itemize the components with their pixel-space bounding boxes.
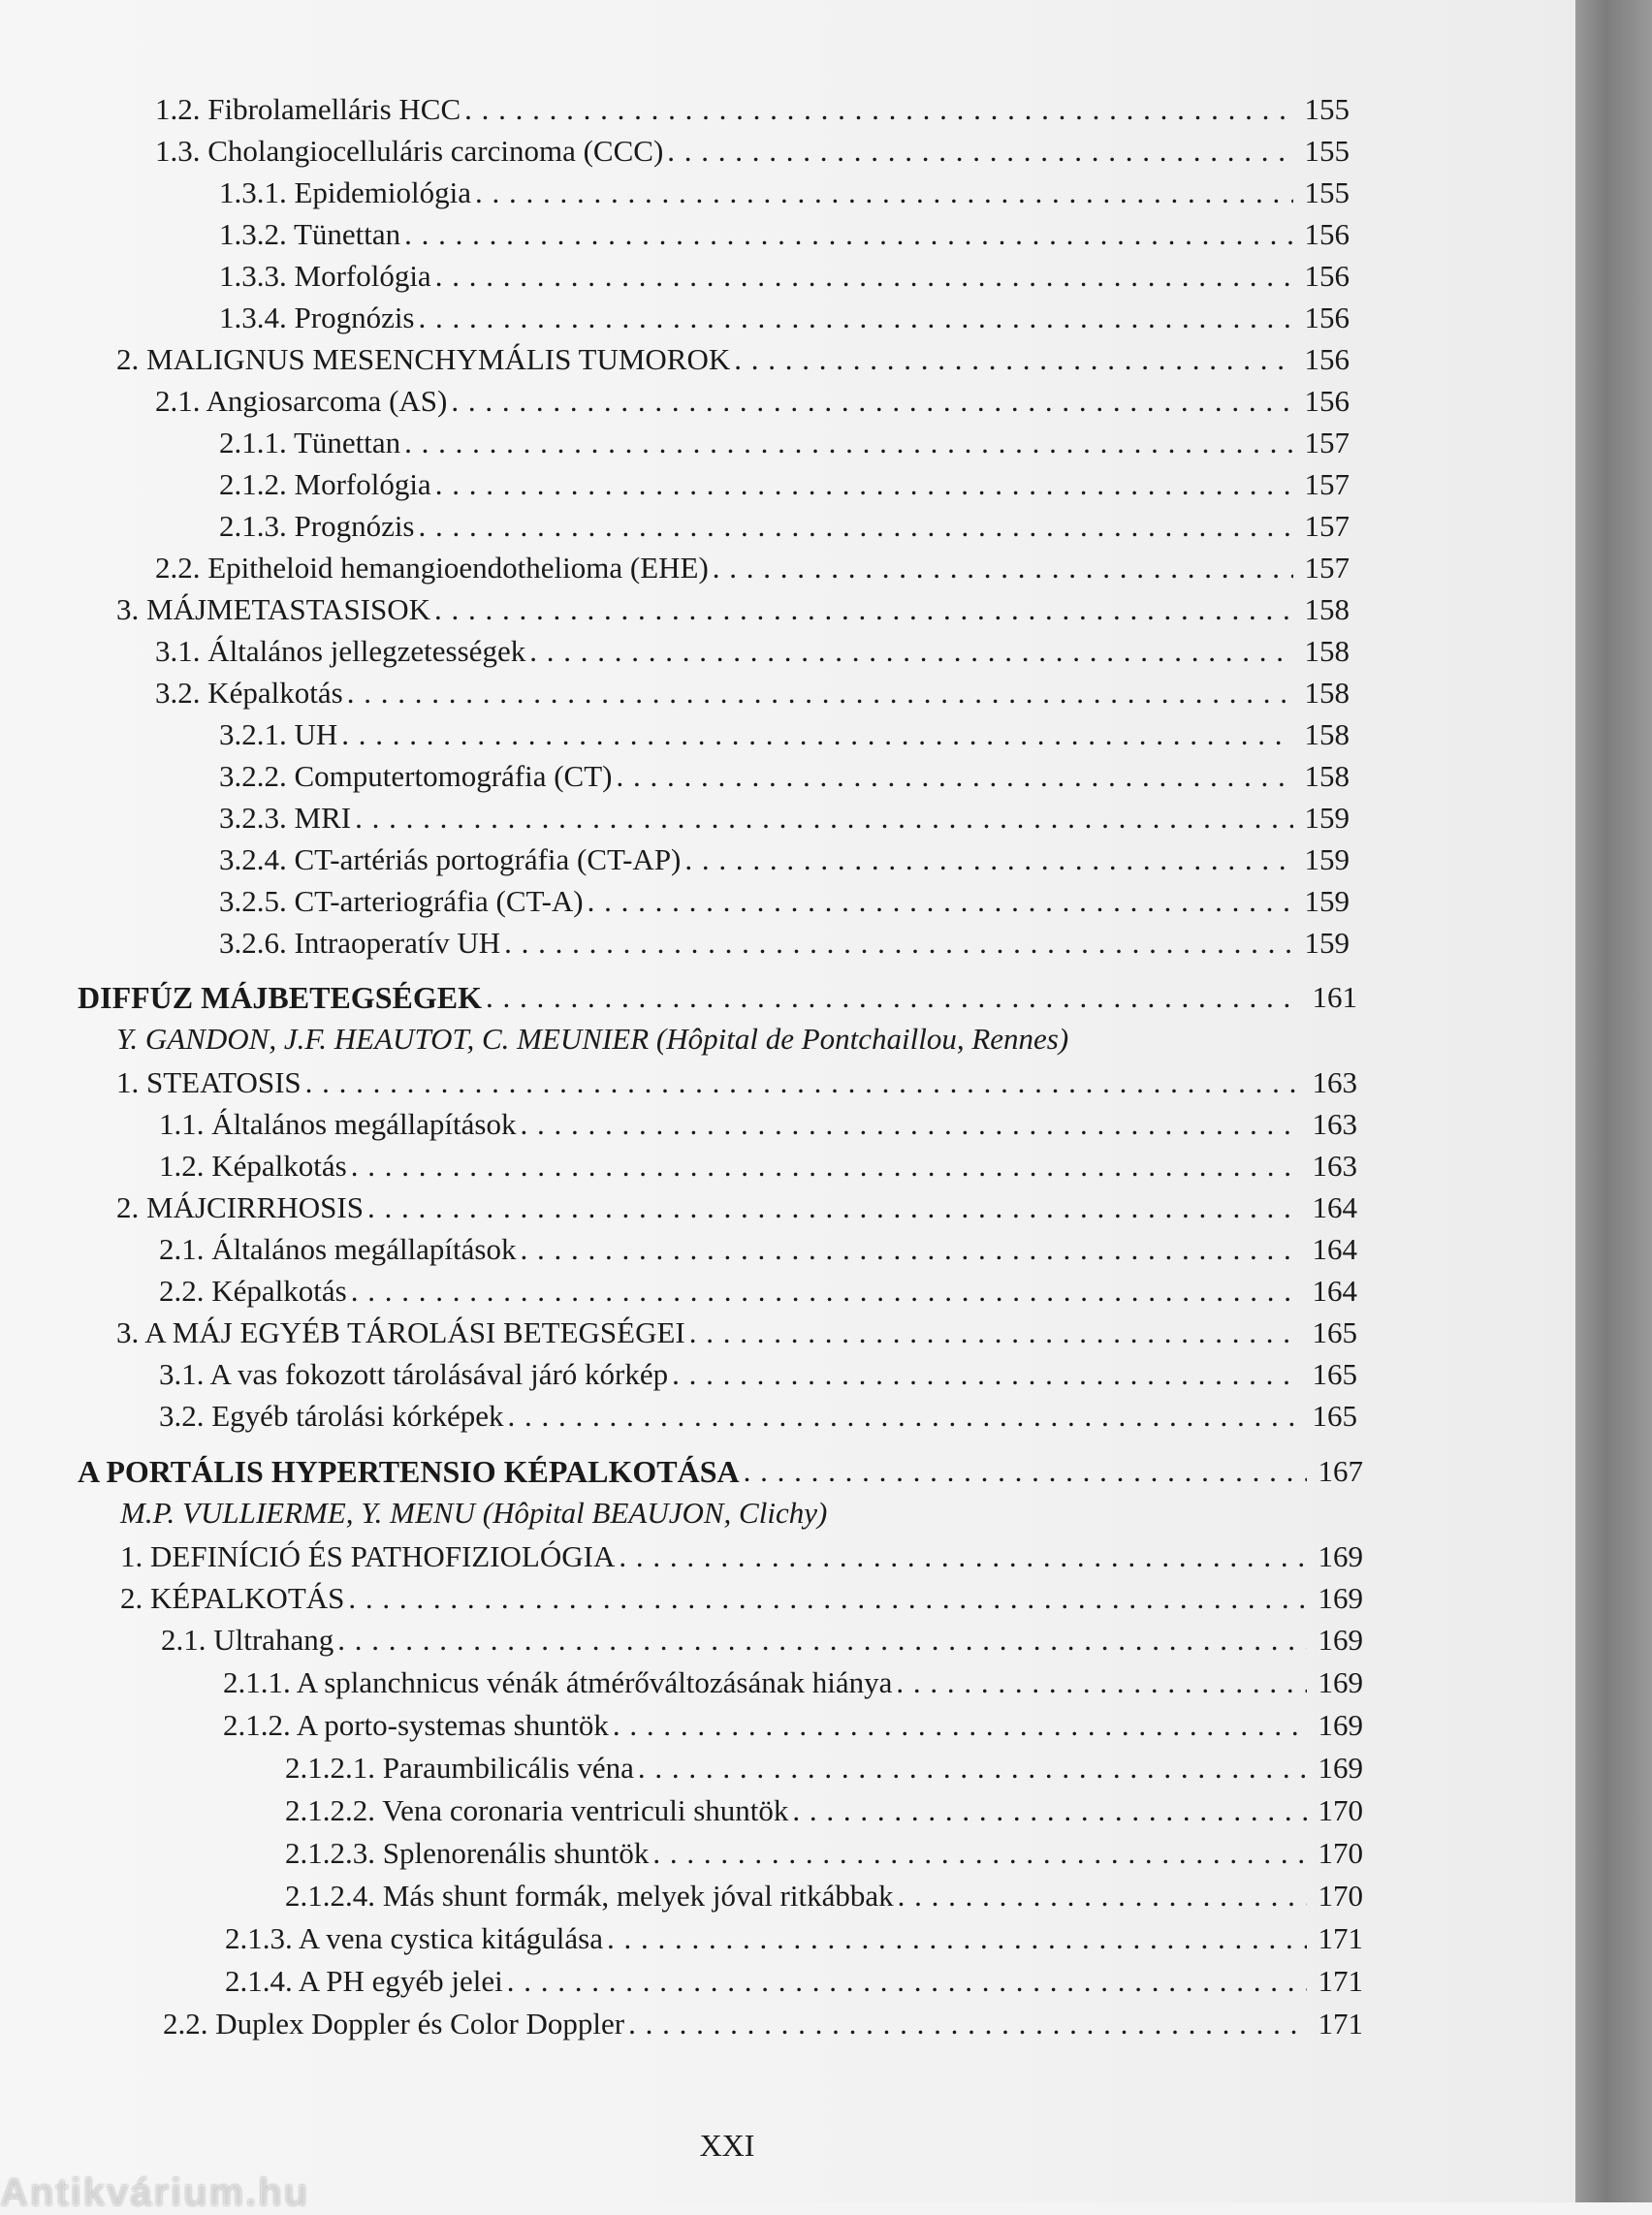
toc-entry-label: 3.2.4. CT-artériás portográfia (CT-AP) [219,842,682,876]
toc-entry-page: 156 [1304,217,1350,251]
toc-entry [225,1961,1363,2002]
leader-dots [507,1961,1307,2002]
leader-dots [588,881,1293,922]
toc-entry-page: 156 [1304,259,1350,293]
toc-entry [219,881,1350,922]
toc-entry-label: 1.1. Általános megállapítások [159,1107,517,1141]
toc-entry-label: 3.2. Egyéb tárolási kórképek [159,1399,504,1433]
leader-dots [355,798,1293,839]
toc-entry [159,1271,1357,1312]
leader-dots [348,1578,1307,1619]
toc-entry-page: 157 [1304,426,1350,459]
leader-dots [734,339,1293,380]
toc-entry-label: 2.1.2. A porto-systemas shuntök [223,1708,609,1742]
toc-entry-label: 2.1. Ultrahang [161,1623,334,1657]
leader-dots [451,381,1293,422]
toc-entry [116,339,1350,380]
toc-entry-page: 157 [1304,551,1350,585]
leader-dots [419,298,1294,338]
toc-entry-page: 164 [1312,1232,1357,1266]
toc-entry-page: 158 [1304,717,1350,751]
toc-entry [223,1705,1363,1746]
leader-dots [337,1620,1307,1661]
toc-entry-label: 3.2.1. UH [219,717,338,751]
toc-entry-page: 158 [1304,676,1350,710]
chapter-authors: M.P. VULLIERME, Y. MENU (Hôpital BEAUJON, Clichy) [120,1496,828,1530]
toc-entry-label: 2.1.2.3. Splenorenális shuntök [285,1836,650,1870]
toc-entry-label: 2. KÉPALKOTÁS [120,1581,345,1615]
toc-entry-page: 159 [1304,801,1350,835]
toc-entry-label: 2.1.2.2. Vena coronaria ventriculi shuntök [285,1793,789,1827]
toc-entry-label: 2.1.1. A splanchnicus vénák átmérőváltozásának hiánya [223,1665,893,1699]
leader-dots [529,631,1293,672]
toc-entry-label: 1.2. Képalkotás [159,1149,347,1183]
chapter-page: 161 [1312,980,1357,1014]
toc-entry-page: 164 [1312,1274,1357,1308]
toc-entry-page: 156 [1304,301,1350,334]
toc-entry-label: 1. STEATOSIS [116,1065,302,1099]
toc-entry [219,173,1350,213]
toc-entry [159,1146,1357,1187]
toc-entry [219,839,1350,880]
leader-dots [464,89,1293,130]
toc-entry-page: 169 [1318,1665,1363,1699]
toc-entry [219,256,1350,297]
toc-entry-label: 1.3.4. Prognózis [219,301,415,334]
chapter-title: DIFFÚZ MÁJBETEGSÉGEK [78,980,482,1015]
leader-dots [667,131,1293,172]
chapter-heading [78,1451,1363,1492]
toc-entry-page: 171 [1318,2007,1363,2041]
toc-entry-page: 169 [1318,1708,1363,1742]
chapter-page: 167 [1318,1454,1363,1488]
toc-entry [116,589,1350,630]
leader-dots [520,1229,1301,1270]
toc-entry [155,381,1350,422]
leader-dots [520,1104,1301,1145]
leader-dots [898,1876,1307,1916]
toc-entry-label: 2.1. Általános megállapítások [159,1232,517,1266]
toc-entry [116,1313,1357,1353]
toc-entry-page: 169 [1318,1539,1363,1573]
toc-entry [155,89,1350,130]
leader-dots [419,506,1294,547]
leader-dots [638,1748,1307,1788]
leader-dots [504,923,1293,964]
toc-entry [219,756,1350,797]
toc-entry-label: 2.1.2.1. Paraumbilicális véna [285,1751,634,1785]
toc-entry-page: 157 [1304,509,1350,543]
leader-dots [434,589,1293,630]
toc-entry [219,298,1350,338]
toc-entry [219,798,1350,839]
toc-entry-label: 2.2. Képalkotás [159,1274,347,1308]
leader-dots [744,1451,1307,1492]
toc-entry-label: 1.3.2. Tünettan [219,217,401,251]
leader-dots [475,173,1293,213]
leader-dots [672,1354,1301,1395]
page-number: XXI [699,2128,755,2163]
leader-dots [435,464,1293,505]
toc-entry [285,1790,1363,1831]
leader-dots [684,839,1293,880]
toc-entry-page: 159 [1304,842,1350,876]
toc-entry-page: 164 [1312,1190,1357,1224]
toc-entry [225,1918,1363,1959]
leader-dots [351,1146,1301,1187]
leader-dots [305,1062,1301,1103]
toc-entry-page: 170 [1318,1879,1363,1913]
toc-entry-label: 1.3. Cholangiocelluláris carcinoma (CCC) [155,134,664,168]
toc-entry-page: 155 [1304,134,1350,168]
leader-dots [607,1918,1307,1959]
toc-entry [120,1536,1363,1577]
toc-entry-label: 2.1.2.4. Más shunt formák, melyek jóval ritkábbak [285,1879,894,1913]
toc-entry-label: 3.2.5. CT-arteriográfia (CT-A) [219,884,584,918]
leader-dots [689,1313,1301,1353]
toc-entry-page: 163 [1312,1149,1357,1183]
toc-entry [155,673,1350,713]
leader-dots [404,423,1293,463]
toc-entry-page: 155 [1304,175,1350,209]
leader-dots [628,2004,1307,2044]
toc-entry [219,464,1350,505]
toc-entry-label: 3.1. Általános jellegzetességek [155,634,526,668]
toc-entry-page: 159 [1304,884,1350,918]
toc-entry-page: 170 [1318,1793,1363,1827]
toc-entry-label: 3.2.6. Intraoperatív UH [219,926,501,960]
toc-entry [155,131,1350,172]
chapter-authors: Y. GANDON, J.F. HEAUTOT, C. MEUNIER (Hôpital de Pontchaillou, Rennes) [116,1022,1069,1056]
toc-entry-page: 165 [1312,1399,1357,1433]
toc-entry-label: 3.2. Képalkotás [155,676,343,710]
toc-entry-page: 165 [1312,1315,1357,1349]
toc-entry-page: 169 [1318,1581,1363,1615]
toc-entry-page: 169 [1318,1623,1363,1657]
toc-entry-page: 158 [1304,592,1350,626]
leader-dots [347,673,1293,713]
toc-entry-label: 2.1.3. A vena cystica kitágulása [225,1921,603,1955]
toc-entry-page: 157 [1304,467,1350,501]
toc-entry-page: 163 [1312,1107,1357,1141]
leader-dots [792,1790,1307,1831]
leader-dots [617,756,1294,797]
chapter-title: A PORTÁLIS HYPERTENSIO KÉPALKOTÁSA [78,1454,740,1489]
toc-entry [116,1187,1357,1228]
toc-entry [159,1396,1357,1437]
toc-entry-label: 2.2. Duplex Doppler és Color Doppler [163,2007,625,2041]
toc-entry [219,923,1350,964]
leader-dots [619,1536,1307,1577]
leader-dots [341,714,1293,755]
leader-dots [508,1396,1301,1437]
toc-entry [120,1578,1363,1619]
leader-dots [713,548,1293,588]
toc-entry-label: 2.1. Angiosarcoma (AS) [155,384,448,418]
toc-entry [219,214,1350,255]
toc-entry [285,1748,1363,1788]
toc-entry-label: 1.2. Fibrolamelláris HCC [155,92,461,126]
toc-entry-page: 155 [1304,92,1350,126]
toc-entry-label: 2. MÁJCIRRHOSIS [116,1190,364,1224]
leader-dots [896,1662,1307,1703]
toc-entry [219,506,1350,547]
toc-entry-label: 2. MALIGNUS MESENCHYMÁLIS TUMOROK [116,342,731,376]
toc-entry-label: 1.3.1. Epidemiológia [219,175,472,209]
chapter-heading [78,977,1357,1018]
leader-dots [367,1187,1301,1228]
toc-entry-page: 158 [1304,759,1350,793]
toc-entry [163,2004,1363,2044]
toc-entry [161,1620,1363,1661]
toc-entry [159,1104,1357,1145]
toc-entry-label: 3. MÁJMETASTASISOK [116,592,431,626]
leader-dots [613,1705,1307,1746]
leader-dots [435,256,1293,297]
leader-dots [652,1833,1307,1874]
toc-entry-label: 2.1.4. A PH egyéb jelei [225,1964,503,1998]
leader-dots [404,214,1293,255]
toc-entry [219,423,1350,463]
toc-entry-page: 163 [1312,1065,1357,1099]
toc-entry-label: 2.1.3. Prognózis [219,509,415,543]
toc-entry [159,1354,1357,1395]
toc-entry [285,1876,1363,1916]
toc-entry-label: 2.1.1. Tünettan [219,426,401,459]
toc-entry-label: 3.2.3. MRI [219,801,352,835]
toc-entry-label: 3.2.2. Computertomográfia (CT) [219,759,613,793]
toc-entry [116,1062,1357,1103]
toc-entry-label: 2.1.2. Morfológia [219,467,431,501]
toc-entry-page: 156 [1304,342,1350,376]
toc-entry [223,1662,1363,1703]
watermark: Antikvárium.hu [0,2171,310,2214]
toc-entry [285,1833,1363,1874]
toc-entry [219,714,1350,755]
toc-entry-label: 1.3.3. Morfológia [219,259,431,293]
leader-dots [486,977,1301,1018]
leader-dots [351,1271,1301,1312]
toc-entry [155,548,1350,588]
toc-entry-page: 159 [1304,926,1350,960]
toc-entry-label: 3. A MÁJ EGYÉB TÁROLÁSI BETEGSÉGEI [116,1315,685,1349]
toc-entry [159,1229,1357,1270]
toc-entry-label: 2.2. Epitheloid hemangioendothelioma (EHE) [155,551,709,585]
toc-entry-page: 156 [1304,384,1350,418]
toc-entry-page: 170 [1318,1836,1363,1870]
toc-entry-label: 3.1. A vas fokozott tárolásával járó kórkép [159,1357,669,1391]
toc-entry [155,631,1350,672]
toc-entry-page: 169 [1318,1751,1363,1785]
toc-entry-page: 158 [1304,634,1350,668]
toc-entry-page: 171 [1318,1964,1363,1998]
toc-entry-page: 165 [1312,1357,1357,1391]
toc-entry-page: 171 [1318,1921,1363,1955]
toc-entry-label: 1. DEFINÍCIÓ ÉS PATHOFIZIOLÓGIA [120,1539,616,1573]
